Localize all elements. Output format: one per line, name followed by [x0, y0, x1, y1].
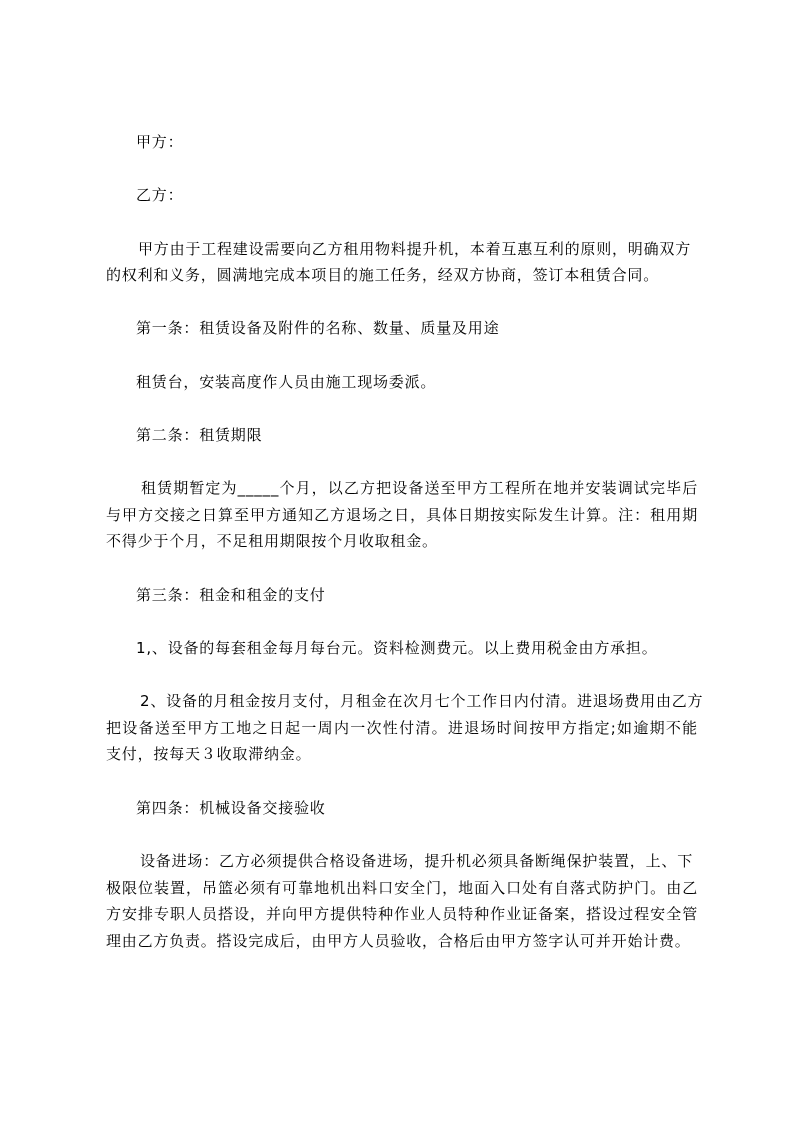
- party-a-label: 甲方：: [136, 133, 184, 151]
- article-3-item-2-line: 2、设备的月租金按月支付，月租金在次月七个工作日内付清。进退场费用由乙方: [140, 692, 704, 711]
- article-4-heading: [106, 795, 698, 822]
- article-3-item-2-line: 把设备送至甲方工地之日起一周内一次性付清。进退场时间按甲方指定;如逾期不能: [106, 718, 698, 737]
- article-2-heading: [106, 422, 698, 449]
- intro-line: 甲方由于工程建设需要向乙方租用物料提升机，本着互惠互利的原则，明确双方: [138, 239, 692, 258]
- article-3-heading: [106, 582, 698, 609]
- article-2-line: 租赁期暂定为_____个月，以乙方把设备送至甲方工程所在地并安装调试完毕后: [141, 479, 698, 498]
- party-b-paragraph: [106, 182, 698, 209]
- article-1-heading: [106, 315, 698, 342]
- intro-line: 的权利和义务，圆满地完成本项目的施工任务，经双方协商，签订本租赁合同。: [106, 266, 660, 285]
- article-3-item-2-line: 支付，按每天３收取滞纳金。: [106, 745, 312, 764]
- article-4-title: 第四条：机械设备交接验收: [136, 798, 326, 817]
- article-4-line: 理由乙方负责。搭设完成后，由甲方人员验收，合格后由甲方签字认可并开始计费。: [106, 931, 691, 950]
- article-4-line: 极限位装置，吊篮必须有可靠地机出料口安全门，地面入口处有自落式防护门。由乙: [106, 878, 698, 897]
- article-3-item-2-paragraph: [106, 688, 704, 768]
- article-2-line: 不得少于个月，不足租用期限按个月收取租金。: [106, 532, 438, 551]
- article-4-line: 设备进场：乙方必须提供合格设备进场，提升机必须具备断绳保护装置，上、下: [140, 851, 694, 870]
- article-3-item-1-paragraph: [106, 635, 698, 662]
- contract-body: [106, 129, 704, 981]
- article-1-title: 第一条：租赁设备及附件的名称、数量、质量及用途: [136, 319, 500, 338]
- article-4-paragraph: [106, 848, 698, 955]
- article-1-line: 租赁台，安装高度作人员由施工现场委派。: [136, 372, 437, 391]
- party-b-label: 乙方：: [136, 186, 184, 205]
- article-2-title: 第二条：租赁期限: [136, 425, 263, 444]
- article-3-title: 第三条：租金和租金的支付: [136, 585, 326, 604]
- article-1-paragraph: [106, 369, 698, 396]
- party-a-paragraph: [106, 129, 698, 156]
- article-2-paragraph: [106, 475, 698, 555]
- article-2-line: 与甲方交接之日算至甲方通知乙方退场之日，具体日期按实际发生计算。注：租用期: [106, 505, 698, 524]
- intro-paragraph: [106, 236, 698, 289]
- article-4-line: 方安排专职人员搭设，并向甲方提供特种作业人员特种作业证备案，搭设过程安全管: [106, 905, 698, 924]
- article-3-item-1-line: 1,、设备的每套租金每月每台元。资料检测费元。以上费用税金由方承担。: [136, 638, 658, 657]
